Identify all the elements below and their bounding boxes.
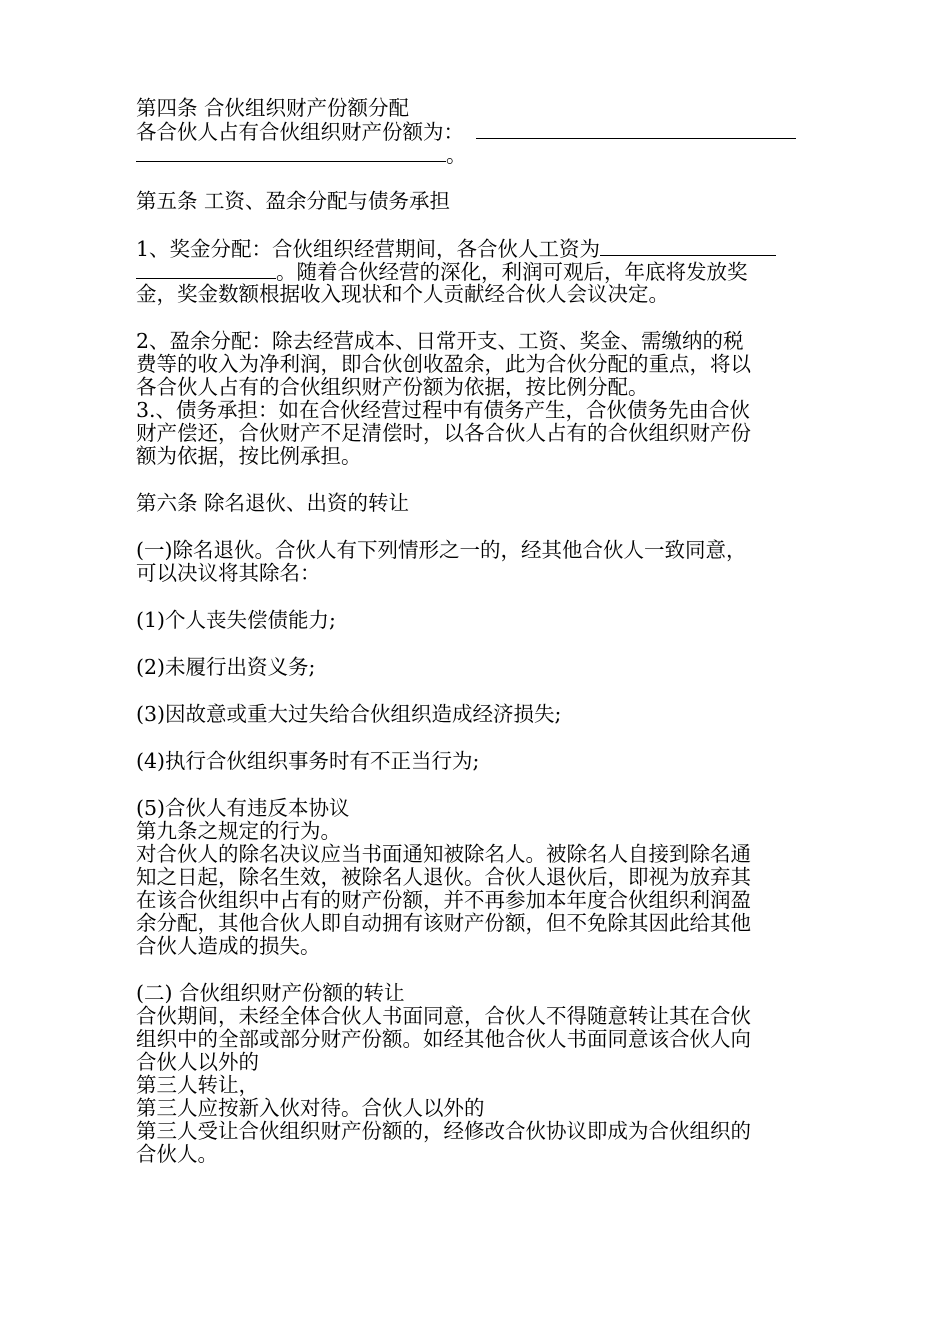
bonus-line-1 bbox=[136, 237, 816, 260]
transfer-line-2: 组织中的全部或部分财产份额。如经其他合伙人书面同意该合伙人向 bbox=[136, 1027, 751, 1051]
period: 。 bbox=[446, 143, 467, 167]
transfer-line-5: 第三人应按新入伙对待。合伙人以外的 bbox=[136, 1096, 485, 1120]
bonus-line-3: 金，奖金数额根据收入现状和个人贡献经合伙人会议决定。 bbox=[136, 282, 669, 306]
salary-blank-2 bbox=[136, 260, 276, 279]
expel-item-2: (2)未履行出资义务; bbox=[136, 655, 316, 679]
debt-line-3: 额为依据，按比例承担。 bbox=[136, 444, 362, 468]
transfer-line-7: 合伙人。 bbox=[136, 1142, 218, 1166]
article-4-title: 第四条 合伙组织财产份额分配 bbox=[136, 96, 410, 120]
expel-item-1: (1)个人丧失偿债能力; bbox=[136, 608, 336, 632]
document-page bbox=[136, 97, 816, 1166]
bonus-text: 1、奖金分配：合伙组织经营期间，各合伙人工资为 bbox=[136, 237, 601, 261]
notice-line-5: 合伙人造成的损失。 bbox=[136, 934, 321, 958]
article-4-text: 各合伙人占有合伙组织财产份额为： bbox=[136, 120, 464, 144]
salary-blank bbox=[600, 237, 776, 256]
debt-line-1: 3.、债务承担：如在合伙经营过程中有债务产生，合伙债务先由合伙 bbox=[136, 398, 751, 422]
notice-line-1: 对合伙人的除名决议应当书面通知被除名人。被除名人自接到除名通 bbox=[136, 842, 751, 866]
share-blank bbox=[476, 120, 796, 139]
surplus-line-2: 费等的收入为净利润，即合伙创收盈余，此为合伙分配的重点，将以 bbox=[136, 352, 751, 376]
share-blank-2 bbox=[136, 143, 446, 162]
expel-item-5-cont: 第九条之规定的行为。 bbox=[136, 819, 341, 843]
article-5-title: 第五条 工资、盈余分配与债务承担 bbox=[136, 189, 451, 213]
expel-line-2: 可以决议将其除名： bbox=[136, 561, 321, 585]
transfer-line-1: 合伙期间，未经全体合伙人书面同意，合伙人不得随意转让其在合伙 bbox=[136, 1004, 751, 1028]
transfer-line-4: 第三人转让， bbox=[136, 1073, 259, 1097]
bonus-text-2: 。随着合伙经营的深化，利润可观后，年底将发放奖 bbox=[276, 260, 748, 284]
debt-line-2: 财产偿还，合伙财产不足清偿时，以各合伙人占有的合伙组织财产份 bbox=[136, 421, 751, 445]
expel-line-1: (一)除名退伙。合伙人有下列情形之一的，经其他合伙人一致同意， bbox=[136, 538, 747, 562]
expel-item-3: (3)因故意或重大过失给合伙组织造成经济损失; bbox=[136, 702, 562, 726]
expel-item-4: (4)执行合伙组织事务时有不正当行为; bbox=[136, 749, 480, 773]
transfer-title: (二) 合伙组织财产份额的转让 bbox=[136, 981, 405, 1005]
article-4-line bbox=[136, 120, 816, 143]
notice-line-4: 余分配，其他合伙人即自动拥有该财产份额，但不免除其因此给其他 bbox=[136, 911, 751, 935]
surplus-line-3: 各合伙人占有的合伙组织财产份额为依据，按比例分配。 bbox=[136, 375, 649, 399]
notice-line-2: 知之日起，除名生效，被除名人退伙。合伙人退伙后，即视为放弃其 bbox=[136, 865, 751, 889]
notice-line-3: 在该合伙组织中占有的财产份额，并不再参加本年度合伙组织利润盈 bbox=[136, 888, 751, 912]
transfer-line-3: 合伙人以外的 bbox=[136, 1050, 259, 1074]
surplus-line-1: 2、盈余分配：除去经营成本、日常开支、工资、奖金、需缴纳的税 bbox=[136, 329, 744, 353]
expel-item-5: (5)合伙人有违反本协议 bbox=[136, 796, 350, 820]
article-6-title: 第六条 除名退伙、出资的转让 bbox=[136, 491, 410, 515]
transfer-line-6: 第三人受让合伙组织财产份额的，经修改合伙协议即成为合伙组织的 bbox=[136, 1119, 751, 1143]
article-4-line-2 bbox=[136, 143, 816, 166]
bonus-line-2 bbox=[136, 260, 816, 283]
